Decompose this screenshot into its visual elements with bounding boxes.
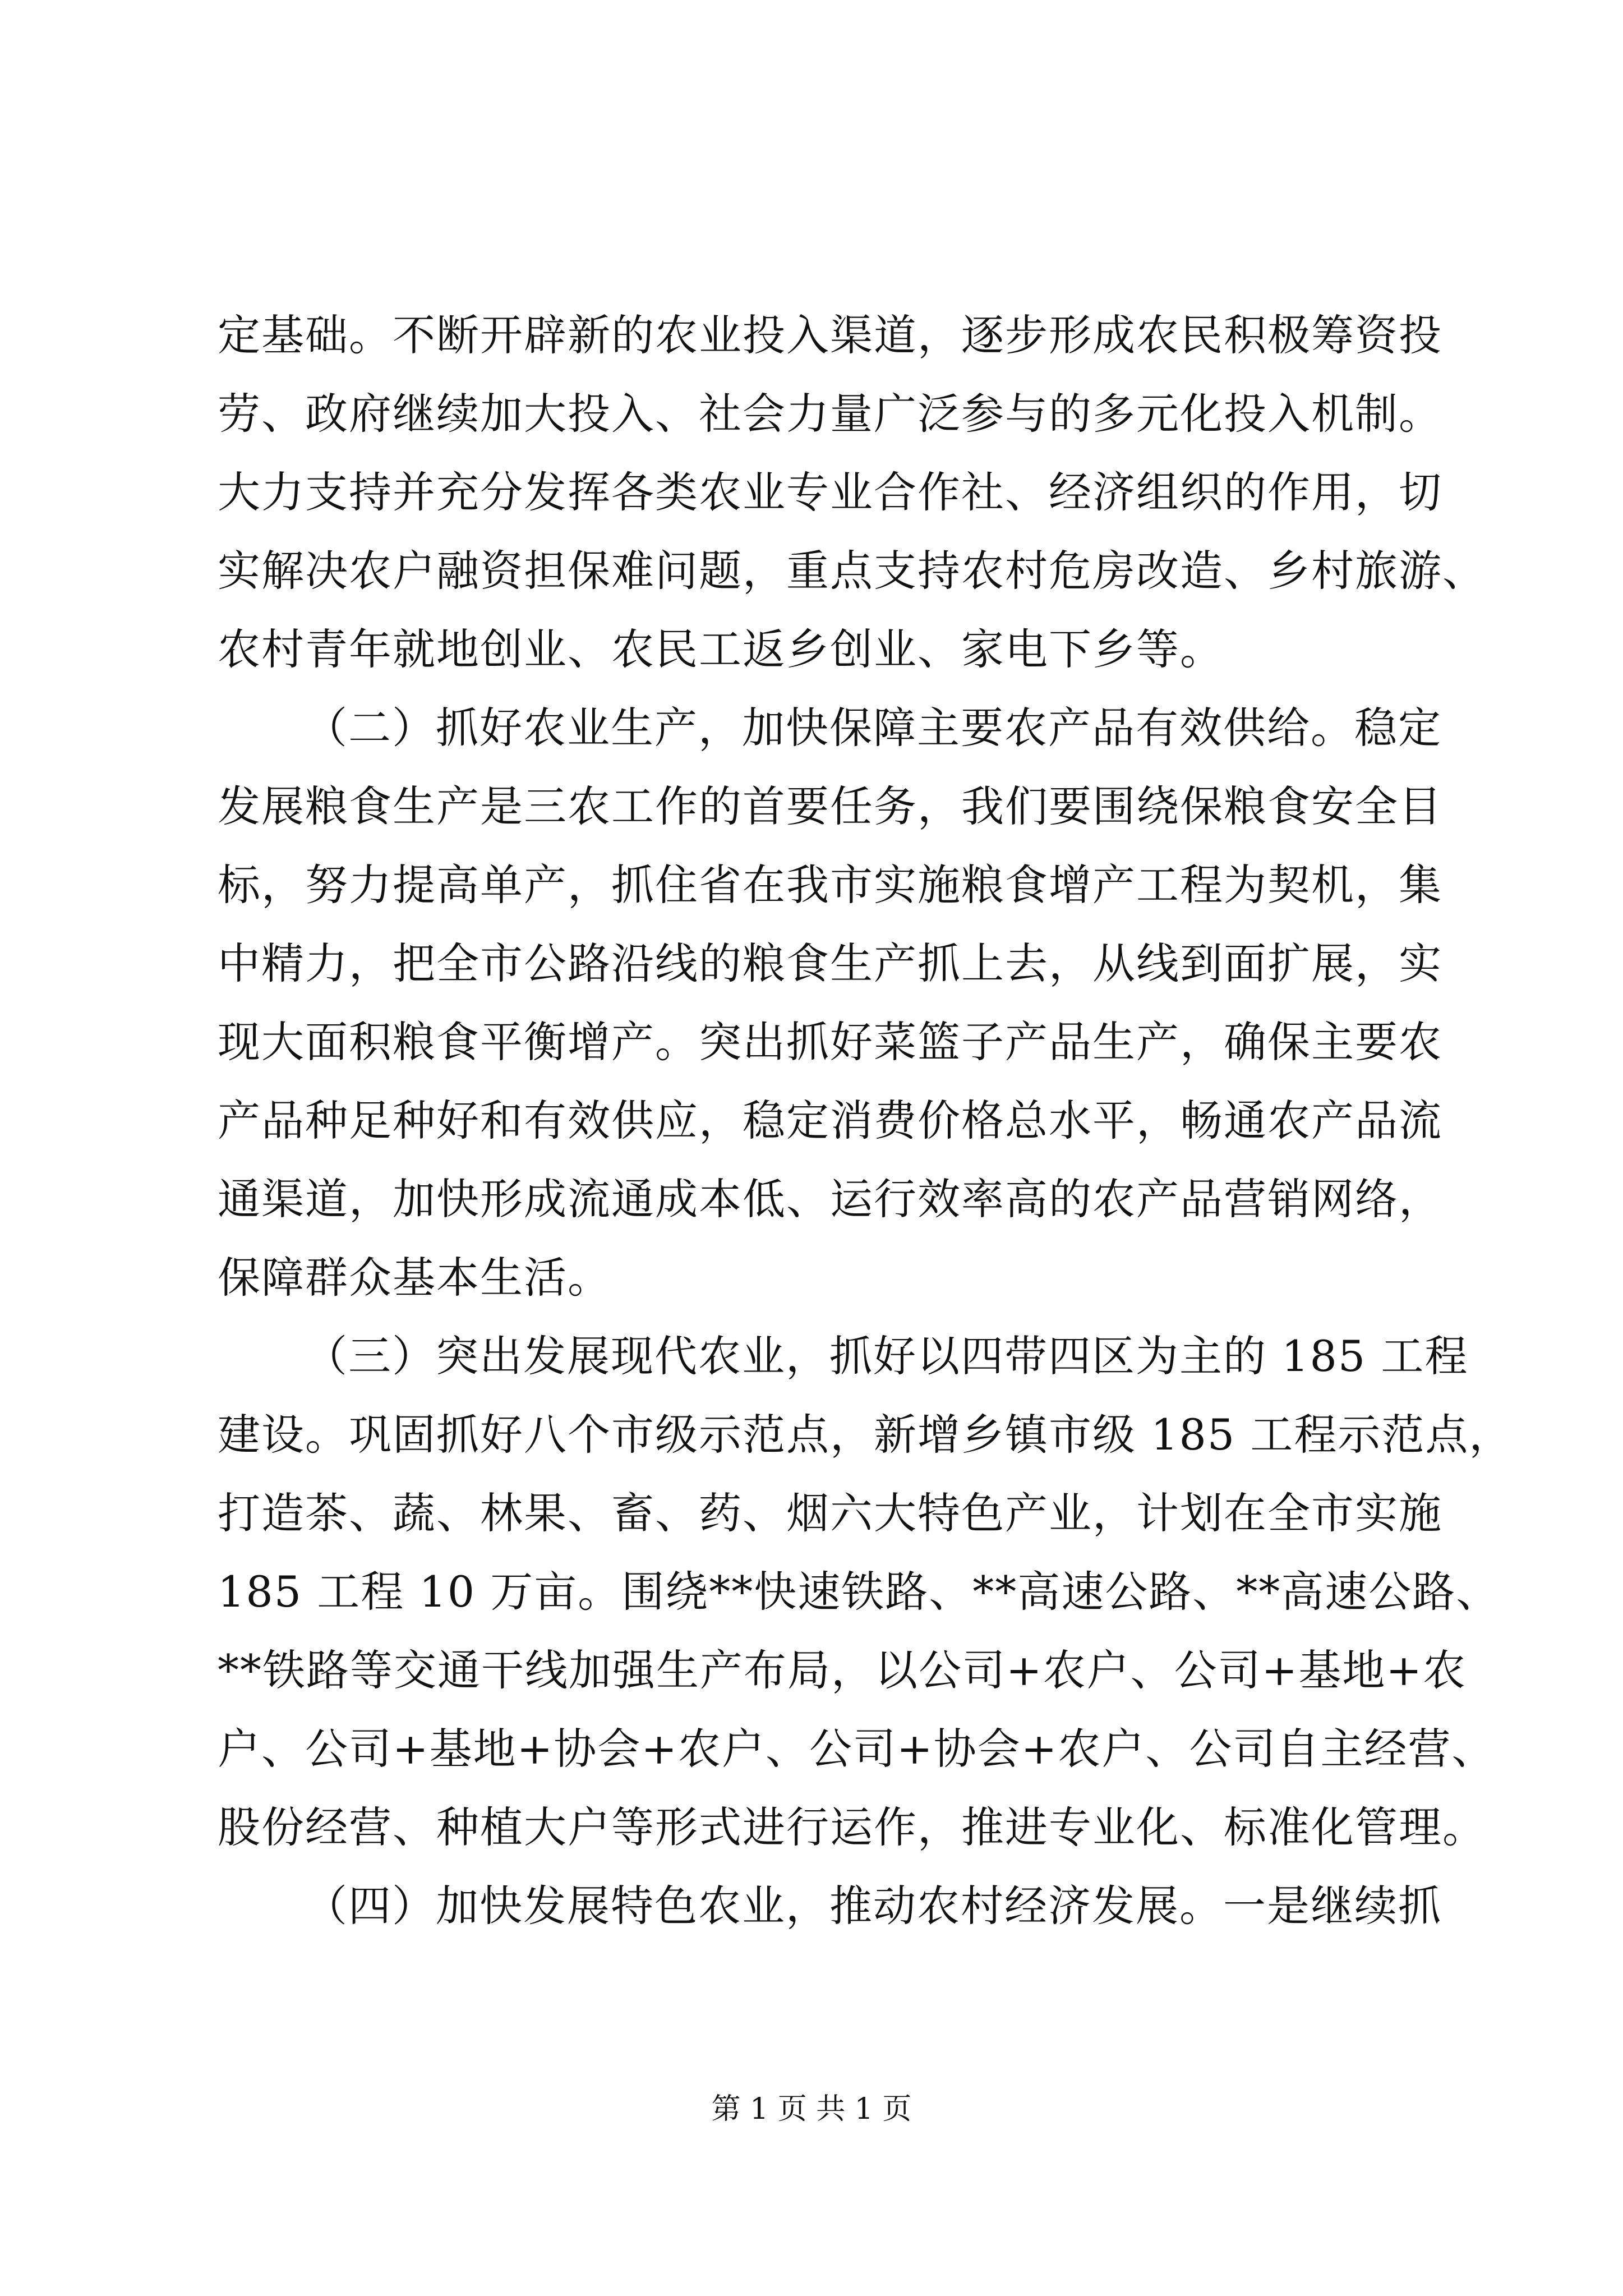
text-line: 定基础。不断开辟新的农业投入渠道，逐步形成农民积极筹资投 — [218, 310, 1442, 360]
text-line: 185 工程 10 万亩。围绕**快速铁路、**高速公路、**高速公路、 — [218, 1567, 1500, 1617]
paragraph-heading-2: （二）抓好农业生产，加快保障主要农产品有效供给。稳定 — [305, 703, 1442, 753]
text-line: **铁路等交通干线加强生产布局，以公司+农户、公司+基地+农 — [218, 1645, 1467, 1695]
text-line: 农村青年就地创业、农民工返乡创业、家电下乡等。 — [218, 624, 1224, 674]
text-line: 股份经营、种植大户等形式进行运作，推进专业化、标准化管理。 — [218, 1802, 1486, 1852]
page-number-footer: 第 1 页 共 1 页 — [711, 2092, 912, 2126]
text-line: 通渠道，加快形成流通成本低、运行效率高的农产品营销网络， — [218, 1174, 1442, 1224]
text-line: 大力支持并充分发挥各类农业专业合作社、经济组织的作用，切 — [218, 467, 1442, 517]
text-line: 发展粮食生产是三农工作的首要任务，我们要围绕保粮食安全目 — [218, 781, 1442, 831]
text-line: 实解决农户融资担保难问题，重点支持农村危房改造、乡村旅游、 — [218, 546, 1486, 596]
text-line: 打造茶、蔬、林果、畜、药、烟六大特色产业，计划在全市实施 — [218, 1488, 1442, 1538]
paragraph-heading-4: （四）加快发展特色农业，推动农村经济发展。一是继续抓 — [305, 1881, 1442, 1931]
text-line: 建设。巩固抓好八个市级示范点，新增乡镇市级 185 工程示范点， — [218, 1410, 1513, 1460]
text-line: 标，努力提高单产，抓住省在我市实施粮食增产工程为契机，集 — [218, 860, 1442, 910]
text-line: 保障群众基本生活。 — [218, 1253, 611, 1303]
text-line: 中精力，把全市公路沿线的粮食生产抓上去，从线到面扩展，实 — [218, 938, 1442, 988]
text-line: 劳、政府继续加大投入、社会力量广泛参与的多元化投入机制。 — [218, 389, 1442, 439]
text-line: 产品种足种好和有效供应，稳定消费价格总水平，畅通农产品流 — [218, 1096, 1442, 1145]
text-line: 现大面积粮食平衡增产。突出抓好菜篮子产品生产，确保主要农 — [218, 1017, 1442, 1067]
paragraph-heading-3: （三）突出发展现代农业，抓好以四带四区为主的 185 工程 — [305, 1331, 1469, 1381]
text-line: 户、公司+基地+协会+农户、公司+协会+农户、公司自主经营、 — [218, 1724, 1496, 1774]
